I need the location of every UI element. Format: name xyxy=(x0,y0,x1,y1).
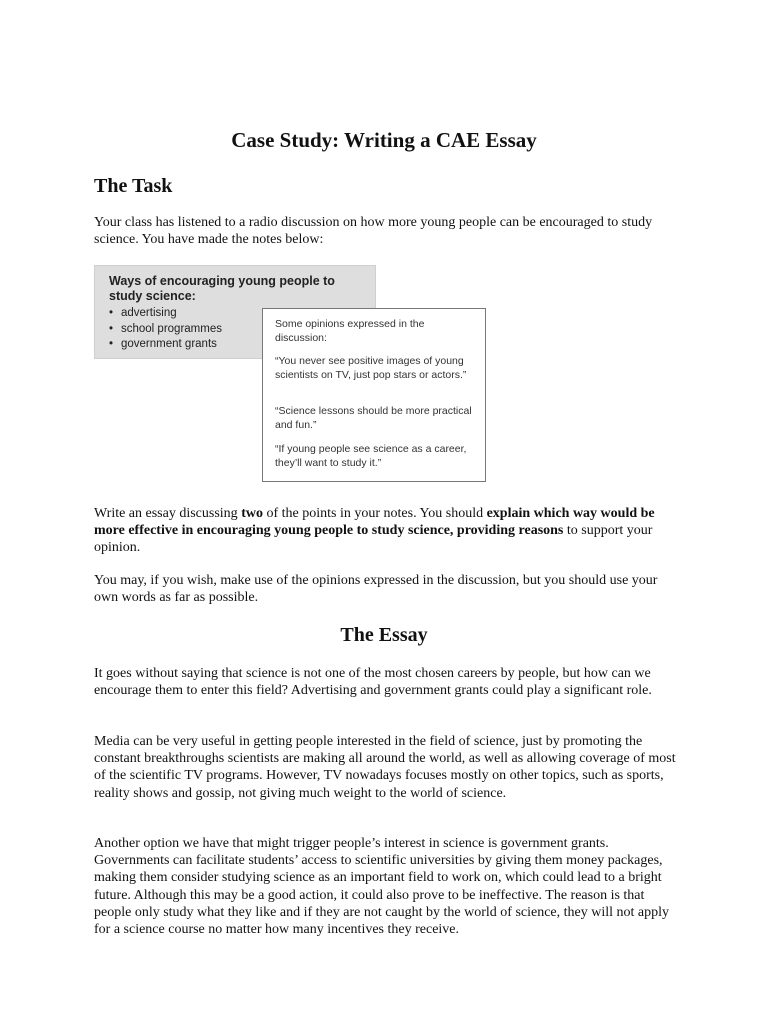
opinion-quote: “If young people see science as a career, they’ll want to study it.” xyxy=(275,443,467,469)
document-title: Case Study: Writing a CAE Essay xyxy=(231,128,537,152)
essay-paragraph: Media can be very useful in getting people interested in the field of science, just by promoting the constant breakthroughs scientists are making all around the world, as well as allowing coverage of most of the scientific TV programs. However, TV nowadays focuses mostly on other topics, such as sports, reality shows and gossip, not giving much weight to the world of science. xyxy=(94,734,676,801)
notes-list xyxy=(109,306,222,353)
instruction-text: Write an essay discussing xyxy=(94,506,242,521)
instruction-bold: explain which way would be more effective in encouraging young people to study science, providing reasons xyxy=(94,506,655,539)
notes-item: • government grants xyxy=(109,337,222,353)
instruction-bold: two xyxy=(241,506,263,521)
instruction-text: to support your opinion. xyxy=(94,523,653,556)
essay-instruction xyxy=(94,505,684,557)
task-intro: Your class has listened to a radio discussion on how more young people can be encouraged to study science. You have made the notes below: xyxy=(94,215,653,248)
opinion-quote: “Science lessons should be more practical and fun.” xyxy=(275,405,472,431)
notes-heading: Ways of encouraging young people to study science: xyxy=(109,274,335,303)
essay-paragraph: It goes without saying that science is not one of the most chosen careers by people, but how can we encourage them to enter this field? Advertising and government grants could play a significant role. xyxy=(94,666,652,699)
optional-note: You may, if you wish, make use of the opinions expressed in the discussion, but you should use your own words as far as possible. xyxy=(94,573,658,606)
notes-item: • advertising xyxy=(109,306,222,322)
opinions-box xyxy=(262,308,486,482)
essay-heading: The Essay xyxy=(340,624,428,646)
opinions-intro: Some opinions expressed in the discussion: xyxy=(275,318,425,344)
instruction-text: of the points in your notes. You should xyxy=(262,506,487,521)
notes-item: • school programmes xyxy=(109,322,222,338)
essay-paragraph: Another option we have that might trigger people’s interest in science is government grants. Governments can facilitate students’ access to scientific universities by giving them money packages, making them consider studying science as an important field to work on, which could lead to a bright future. Although this may be a good action, it could also prove to be ineffective. The reason is that people only study what they like and if they are not caught by the world of science, they will not apply for a science course no matter how many incentives they receive. xyxy=(94,836,670,938)
opinion-quote: “You never see positive images of young scientists on TV, just pop stars or actors.” xyxy=(275,355,467,381)
task-heading: The Task xyxy=(94,175,173,197)
